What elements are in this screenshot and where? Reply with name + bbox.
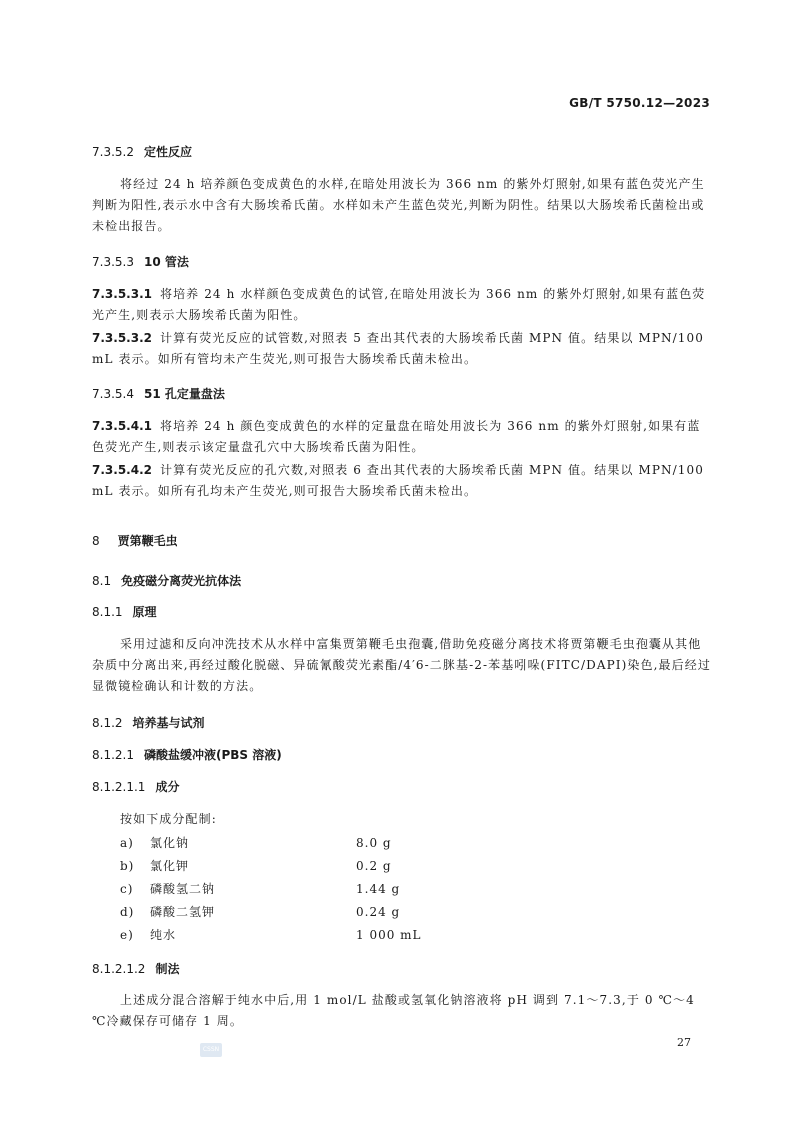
ingredient-item <box>120 903 400 920</box>
section-title: 磷酸盐缓冲液(PBS 溶液) <box>143 748 282 762</box>
item-name: 磷酸二氢钾 <box>150 905 216 919</box>
section-title: 免疫磁分离荧光抗体法 <box>121 574 242 588</box>
section-title: 制法 <box>155 962 180 976</box>
ingredient-item <box>120 857 392 874</box>
section-number: 8.1.2.1 <box>92 748 134 762</box>
item-label: a) <box>120 836 134 850</box>
ingredient-item <box>120 880 400 897</box>
cssn-logo: CSSN <box>200 1043 222 1057</box>
clause-text: 将培养 24 h 水样颜色变成黄色的试管,在暗处用波长为 366 nm 的紫外灯照射,如果有蓝色荧光产生,则表示大肠埃希氏菌为阳性。 <box>92 287 706 322</box>
section-title: 定性反应 <box>143 145 192 159</box>
standard-number: GB/T 5750.12—2023 <box>569 96 710 110</box>
section-title: 贾第鞭毛虫 <box>117 534 178 548</box>
clause-text: 计算有荧光反应的试管数,对照表 5 查出其代表的大肠埃希氏菌 MPN 值。结果以 MPN/100 mL 表示。如所有管均未产生荧光,则可报告大肠埃希氏菌未检出。 <box>92 331 704 366</box>
section-number: 7.3.5.3 <box>92 255 134 269</box>
clause-number: 7.3.5.3.2 <box>92 331 152 345</box>
section-number: 8 <box>92 534 100 548</box>
item-name: 氯化钾 <box>150 859 190 873</box>
clause-number: 7.3.5.4.2 <box>92 463 152 477</box>
numbered-paragraph <box>92 416 712 458</box>
item-label: d) <box>120 905 135 919</box>
clause-text: 计算有荧光反应的孔穴数,对照表 6 查出其代表的大肠埃希氏菌 MPN 值。结果以 MPN/100 mL 表示。如所有孔均未产生荧光,则可报告大肠埃希氏菌未检出。 <box>92 463 704 498</box>
numbered-paragraph <box>92 284 712 326</box>
paragraph: 采用过滤和反向冲洗技术从水样中富集贾第鞭毛虫孢囊,借助免疫磁分离技术将贾第鞭毛虫孢囊从其他杂质中分离出来,再经过酸化脱磁、异硫氰酸荧光素酯/4′6-二脒基-2-苯基吲哚(FITC/DAPI)染色,最后经过显微镜检确认和计数的方法。 <box>92 637 711 693</box>
section-heading <box>92 778 179 795</box>
numbered-paragraph <box>92 328 712 370</box>
item-name: 磷酸氢二钠 <box>150 882 216 896</box>
item-label: c) <box>120 882 134 896</box>
ingredient-item <box>120 834 392 851</box>
section-heading <box>92 385 225 402</box>
section-title: 10 管法 <box>143 255 189 269</box>
ingredient-item <box>120 926 422 943</box>
item-label: b) <box>120 859 135 873</box>
paragraph: 将经过 24 h 培养颜色变成黄色的水样,在暗处用波长为 366 nm 的紫外灯照射,如果有蓝色荧光产生判断为阳性,表示水中含有大肠埃希氏菌。水样如未产生蓝色荧光,判断为阴性。结果以大肠埃希氏菌检出或未检出报告。 <box>92 177 705 233</box>
item-label: e) <box>120 928 134 942</box>
section-title: 培养基与试剂 <box>132 716 205 730</box>
clause-text: 将培养 24 h 颜色变成黄色的水样的定量盘在暗处用波长为 366 nm 的紫外灯照射,如果有蓝色荧光产生,则表示该定量盘孔穴中大肠埃希氏菌为阳性。 <box>92 419 701 454</box>
item-amount: 0.24 g <box>356 905 401 919</box>
section-number: 8.1.2.1.2 <box>92 962 146 976</box>
section-title: 51 孔定量盘法 <box>143 387 225 401</box>
section-heading <box>92 960 179 977</box>
page-number: 27 <box>677 1036 691 1049</box>
item-name: 纯水 <box>150 928 177 942</box>
section-heading <box>92 714 205 731</box>
list-intro: 按如下成分配制: <box>120 812 217 826</box>
section-number: 8.1.2.1.1 <box>92 780 146 794</box>
section-number: 7.3.5.2 <box>92 145 134 159</box>
item-amount: 0.2 g <box>356 859 392 873</box>
section-title: 原理 <box>132 605 157 619</box>
item-amount: 1 000 mL <box>356 928 422 942</box>
paragraph: 上述成分混合溶解于纯水中后,用 1 mol/L 盐酸或氢氧化钠溶液将 pH 调到 7.1～7.3,于 0 ℃～4 ℃冷藏保存可储存 1 周。 <box>92 993 695 1028</box>
section-heading <box>92 253 189 270</box>
clause-number: 7.3.5.4.1 <box>92 419 152 433</box>
numbered-paragraph <box>92 460 712 502</box>
section-heading <box>92 572 241 589</box>
section-number: 8.1.1 <box>92 605 123 619</box>
section-heading <box>92 603 157 620</box>
section-heading <box>92 143 192 160</box>
clause-number: 7.3.5.3.1 <box>92 287 152 301</box>
item-amount: 8.0 g <box>356 836 392 850</box>
section-number: 7.3.5.4 <box>92 387 134 401</box>
section-title: 成分 <box>155 780 180 794</box>
section-number: 8.1.2 <box>92 716 123 730</box>
section-number: 8.1 <box>92 574 112 588</box>
chapter-heading <box>92 532 178 549</box>
section-heading <box>92 746 282 763</box>
item-amount: 1.44 g <box>356 882 401 896</box>
item-name: 氯化钠 <box>150 836 190 850</box>
